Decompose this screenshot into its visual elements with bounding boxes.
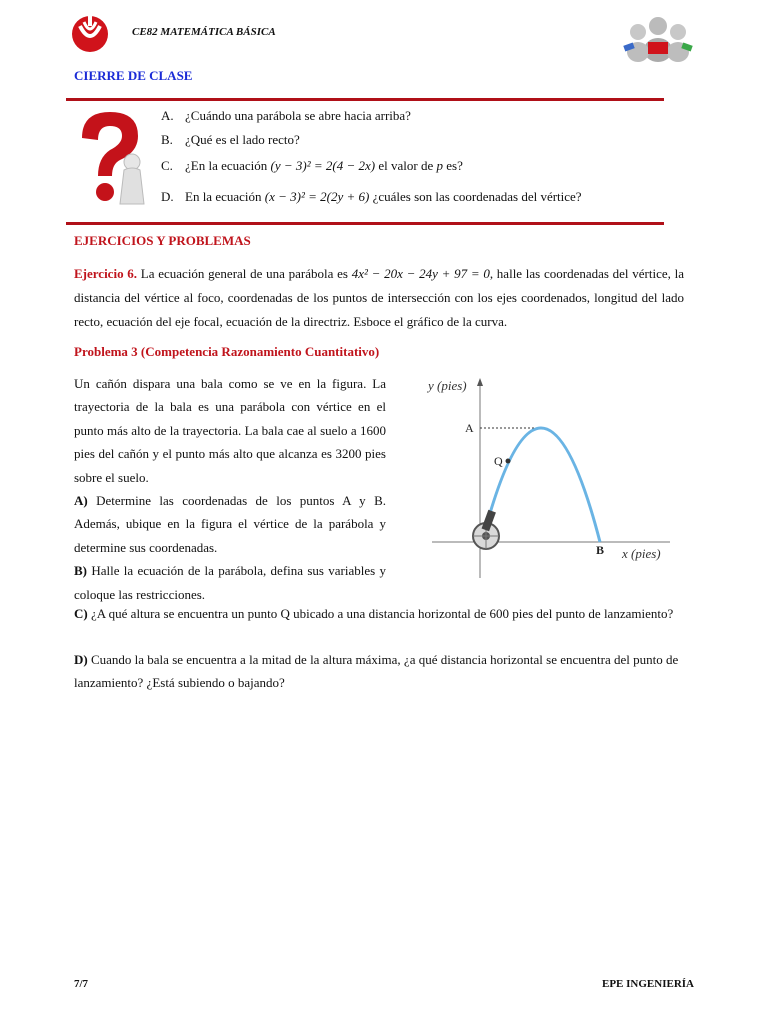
part-c-paragraph [74,602,684,625]
question-d-pre: En la ecuación [185,189,262,204]
page-number: 7/7 [74,978,89,990]
point-a-label: A [465,421,474,435]
problema-3-intro-column [74,372,386,606]
upc-logo [70,12,110,54]
trajectory-figure [420,368,680,583]
x-axis-label: x (pies) [622,546,661,561]
question-mark-illustration [68,108,154,214]
question-c-post: el valor de [378,158,434,173]
trajectory-curve [482,428,600,542]
footer-institution: EPE INGENIERÍA [602,978,694,990]
ejercicio-6-equation: 4x² − 20x − 24y + 97 = 0 [351,266,490,281]
question-b-text: ¿Qué es el lado recto? [185,132,300,147]
part-b-label: B) [74,563,87,579]
question-c-pre: ¿En la ecuación [185,158,268,173]
problema-3-intro: Un cañón dispara una bala como se ve en la figura. La trayectoria de la bala es una parábola con vértice en el punto más alto de la trayectoria. La bala cae al suelo a 1600 pies del cañón y el punto más alto que alcanza es 3200 pies sobre el suelo. [74,376,386,485]
question-c-variable: p [436,158,443,173]
part-d-text: Cuando la bala se encuentra a la mitad de la altura máxima, ¿a qué distancia horizontal se encuentra del punto de lanzamiento? ¿Está subiendo o bajando? [74,652,679,690]
question-d-letter: D. [161,189,174,204]
ejercicio-6-label: Ejercicio 6. [74,266,138,281]
part-d-label: D) [74,652,88,667]
ejercicio-6-body: , halle las coordenadas del vértice, la distancia del vértice al foco, coordenadas de los puntos de intersección con los ejes coordenados, longitud del lado recto, ecuación del eje focal, ecuación de la directriz. Esboce el gráfico de la curva. [74,266,685,329]
part-c-label: C) [74,606,88,621]
question-a-text: ¿Cuándo una parábola se abre hacia arriba? [185,108,411,123]
part-a-text: Determine las coordenadas de los puntos A y B. Además, ubique en la figura el vértice de la parábola y determine sus coordenadas. [74,493,386,555]
ejercicios-heading: EJERCICIOS Y PROBLEMAS [74,233,251,248]
part-b-text: Halle la ecuación de la parábola, defina sus variables y coloque las restricciones. [74,563,386,602]
cierre-heading: CIERRE DE CLASE [74,68,193,83]
question-a [161,108,411,124]
part-d-paragraph [74,648,684,694]
question-a-letter: A. [161,108,174,123]
ejercicio-6-intro: La ecuación general de una parábola es [140,266,348,281]
ejercicio-6-paragraph [74,262,684,334]
course-title: CE82 MATEMÁTICA BÁSICA [132,26,276,38]
part-a-label: A) [74,493,88,509]
point-q-marker [506,459,511,464]
top-divider [66,98,664,101]
team-reading-illustration [620,14,696,70]
question-d-equation: (x − 3)² = 2(2y + 6) [264,189,370,204]
bottom-divider [66,222,664,225]
question-d-post: ¿cuáles son las coordenadas del vértice? [372,189,582,204]
question-c-end: es? [446,158,463,173]
question-b [161,132,300,148]
question-d [161,189,582,205]
point-b-label: B [596,543,605,557]
y-axis-arrow [477,378,483,386]
y-axis-label: y (pies) [428,378,467,393]
cannon-icon [473,510,499,549]
point-q-label: Q [494,454,503,468]
part-c-text: ¿A qué altura se encuentra un punto Q ubicado a una distancia horizontal de 600 pies del punto de lanzamiento? [90,606,674,621]
problema-3-title: Problema 3 (Competencia Razonamiento Cuantitativo) [74,344,380,359]
question-c-equation: (y − 3)² = 2(4 − 2x) [270,158,376,173]
question-c [161,158,463,174]
question-b-letter: B. [161,132,173,147]
question-c-letter: C. [161,158,173,173]
